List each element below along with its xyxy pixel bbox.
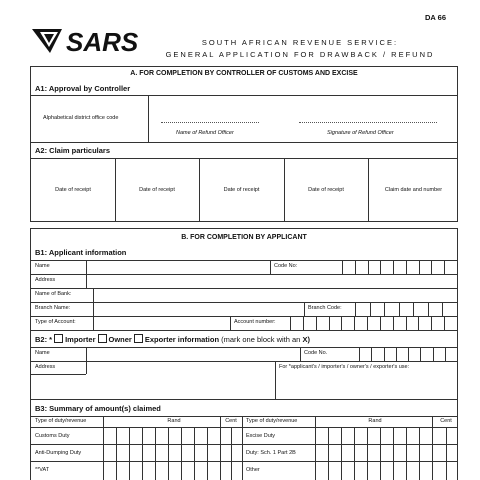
b3-col-cent-left: Cent <box>225 418 237 424</box>
b3-right-cent-2[interactable] <box>432 445 459 461</box>
b1-branch-code-label: Branch Code: <box>308 305 342 311</box>
b1-address-label: Address <box>35 277 56 283</box>
exporter-label: Exporter information <box>144 335 220 344</box>
b1-account-type-label: Type of Account: <box>35 319 76 325</box>
b1-title: B1: Applicant information <box>35 248 127 257</box>
district-code-label: Alphabetical district office code <box>43 115 119 121</box>
a2-title: A2: Claim particulars <box>35 146 111 155</box>
b1-bank-row <box>31 288 457 302</box>
section-b <box>30 228 458 480</box>
b3-col-cent-right: Cent <box>440 418 452 424</box>
section-b-title: B. FOR COMPLETION BY APPLICANT <box>181 234 307 241</box>
b3-title: B3: Summary of amount(s) claimed <box>35 404 161 413</box>
b2-name-row <box>31 347 457 361</box>
importer-label: Importer <box>65 335 96 344</box>
claim-date-number: Claim date and number <box>384 187 443 193</box>
exporter-checkbox[interactable] <box>134 334 143 343</box>
b3-left-cent-2[interactable] <box>220 445 242 461</box>
b1-account-number-grid[interactable] <box>290 317 457 330</box>
b1-code-label: Code No: <box>274 263 298 269</box>
receipt-date-3: Date of receipt <box>223 187 260 193</box>
b3-right-rand-2[interactable] <box>315 445 432 461</box>
receipt-date-2: Date of receipt <box>139 187 175 193</box>
section-a <box>30 66 458 222</box>
b3-header-row <box>31 399 457 416</box>
logo-text: SARS <box>66 27 139 55</box>
b2-code-label: Code No. <box>304 350 328 356</box>
b2-header-row <box>31 330 457 347</box>
b3-left-row-3: **VAT <box>35 467 50 473</box>
b2-prefix: B2: * <box>35 335 53 344</box>
b3-right-rand-3[interactable] <box>315 462 432 480</box>
b3-row-2 <box>31 444 457 461</box>
b2-code-grid[interactable] <box>359 348 457 361</box>
b2-address-label: Address <box>35 364 56 370</box>
b3-left-row-2: Anti-Dumping Duty <box>35 450 82 456</box>
form-title: GENERAL APPLICATION FOR DRAWBACK / REFUND <box>165 50 435 59</box>
b3-right-row-1: Excise Duty <box>246 433 276 439</box>
b3-col-type-left: Type of duty/revenue <box>35 418 87 424</box>
b1-branch-code-grid[interactable] <box>355 303 457 316</box>
b1-code-grid[interactable] <box>342 261 457 274</box>
sars-logo <box>32 27 142 55</box>
b1-branch-label: Branch Name: <box>35 305 71 311</box>
importer-checkbox[interactable] <box>54 334 63 343</box>
receipt-date-1: Date of receipt <box>55 187 91 193</box>
b3-left-rand-2[interactable] <box>103 445 220 461</box>
b1-name-label: Name <box>35 263 50 269</box>
a1-title: A1: Approval by Controller <box>35 84 131 93</box>
b3-left-cent-1[interactable] <box>220 428 242 444</box>
b3-right-row-2: Duty: Sch. 1 Part 2B <box>246 450 296 456</box>
b3-left-cent-3[interactable] <box>220 462 242 480</box>
b3-right-rand-1[interactable] <box>315 428 432 444</box>
b1-bank-label: Name of Bank: <box>35 291 72 297</box>
b3-col-rand-right: Rand <box>368 418 382 424</box>
owner-label: Owner <box>108 335 132 344</box>
owner-checkbox[interactable] <box>98 334 107 343</box>
agency-name: SOUTH AFRICAN REVENUE SERVICE: <box>201 38 399 47</box>
refund-officer-label: Name of Refund Officer <box>176 130 234 136</box>
receipt-date-4: Date of receipt <box>308 187 344 193</box>
b2-note-x: X) <box>302 335 310 344</box>
b1-address-row <box>31 274 457 288</box>
section-a-title: A. FOR COMPLETION BY CONTROLLER OF CUSTOMS AND EXCISE <box>130 70 358 77</box>
b2-use-note: For *applicant's / importer's / owner's / exporter's use: <box>279 364 410 370</box>
b3-col-type-right: Type of duty/revenue <box>246 418 298 424</box>
b3-row-3 <box>31 461 457 480</box>
b3-right-row-3: Other <box>246 467 260 473</box>
b3-left-rand-3[interactable] <box>103 462 220 480</box>
b1-name-row <box>31 260 457 274</box>
b1-account-row <box>31 316 457 330</box>
b1-account-number-label: Account number: <box>234 319 276 325</box>
signature-label: Signature of Refund Officer <box>327 130 394 136</box>
b3-left-rand-1[interactable] <box>103 428 220 444</box>
b3-col-rand-left: Rand <box>167 418 181 424</box>
b3-column-headers <box>31 416 457 427</box>
b3-right-cent-3[interactable] <box>432 462 459 480</box>
b3-left-row-1: Customs Duty <box>35 433 70 439</box>
b1-branch-row <box>31 302 457 316</box>
form-code: DA 66 <box>425 13 446 22</box>
b3-row-1 <box>31 427 457 444</box>
b2-note: (mark one block with an <box>221 335 301 344</box>
b2-address-row <box>31 361 457 399</box>
b2-name-label: Name <box>35 350 50 356</box>
b3-right-cent-1[interactable] <box>432 428 459 444</box>
